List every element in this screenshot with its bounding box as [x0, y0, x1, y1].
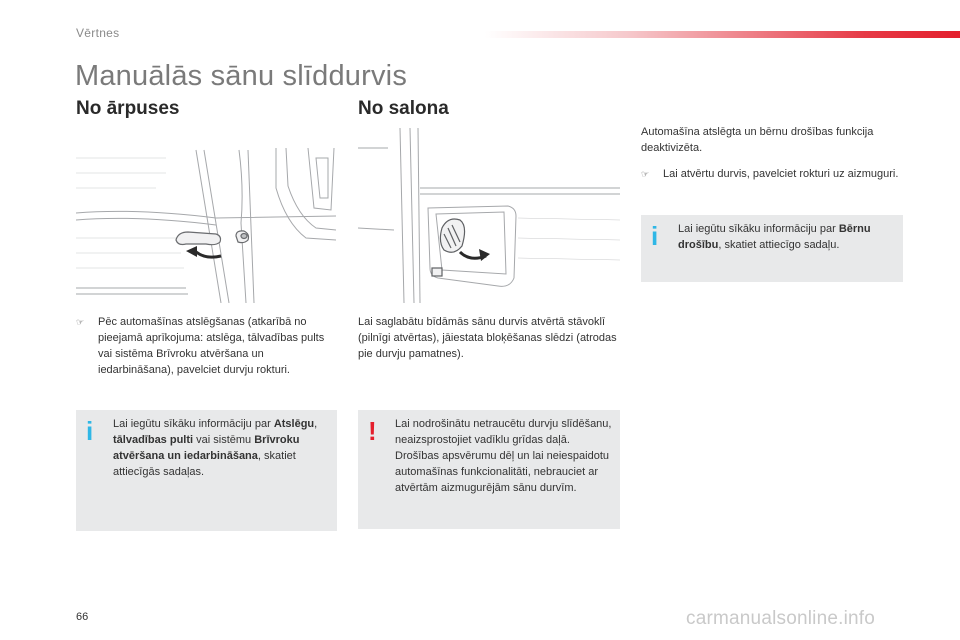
outside-instruction-text: Pēc automašīnas atslēgšanas (atkarībā no pieejamā aprīkojuma: atslēga, tālvadības pults vai sistēma Brīvroku atvēršana un iedarbināšana), pavelciet durvju rokturi.: [98, 316, 325, 376]
page-title: Manuālās sānu slīddurvis: [75, 60, 408, 92]
watermark: carmanualsonline.info: [686, 608, 876, 629]
info-icon: i: [86, 416, 94, 446]
section-label: Vērtnes: [76, 26, 120, 40]
info-note-keys-text: Lai iegūtu sīkāku informāciju par Atslēgu, tālvadības pulti vai sistēmu Brīvroku atvēršana un iedarbināšana, skatiet attiecīgās sadaļas.: [113, 418, 318, 478]
warning-note: [358, 410, 620, 529]
right-intro: Automašīna atslēgta un bērnu drošības funkcija deaktivizēta.: [641, 126, 874, 154]
inside-lock-text: Lai saglabātu bīdāmās sānu durvis atvērtā stāvoklī (pilnīgi atvērtas), jāiestata bloķēšanas slēdzi (atrodas pie durvju pamatnes).: [358, 316, 617, 360]
right-instruction: [641, 166, 903, 182]
link-child-safety: Bērnu drošību: [678, 223, 871, 251]
info-note-child-safety-text: Lai iegūtu sīkāku informāciju par Bērnu drošību, skatiet attiecīgo sadaļu.: [678, 223, 871, 251]
info-note-keys: [76, 410, 337, 531]
header-accent-bar: [485, 31, 960, 38]
right-instruction-text: Lai atvērtu durvis, pavelciet rokturi uz aizmuguri.: [663, 168, 899, 180]
exterior-handle-illustration: [76, 128, 336, 303]
link-keyless: Brīvroku atvēršana un iedarbināšana: [113, 434, 300, 462]
page-number: 66: [76, 611, 89, 623]
heading-inside: No salona: [358, 98, 449, 119]
link-remote: tālvadības pulti: [113, 434, 194, 446]
info-icon: i: [651, 221, 659, 251]
warning-note-text: Lai nodrošinātu netraucētu durvju slīdēšanu, neaizsprostojiet vadīklu grīdas daļā. Drošības apsvērumu dēļ un lai neiespaidotu automašīnas funkcionalitāti, nebrauciet ar atvērtām aizmugurējām sānu durvīm.: [395, 418, 612, 494]
bullet-arrow-icon: ☞: [76, 317, 85, 327]
interior-handle-illustration: [358, 128, 620, 303]
bullet-arrow-icon: ☞: [641, 169, 650, 179]
outside-instruction: [76, 314, 338, 378]
link-keys: Atslēgu: [273, 418, 315, 430]
info-note-child-safety: [641, 215, 903, 282]
heading-outside: No ārpuses: [76, 98, 180, 119]
warning-icon: !: [368, 416, 377, 446]
